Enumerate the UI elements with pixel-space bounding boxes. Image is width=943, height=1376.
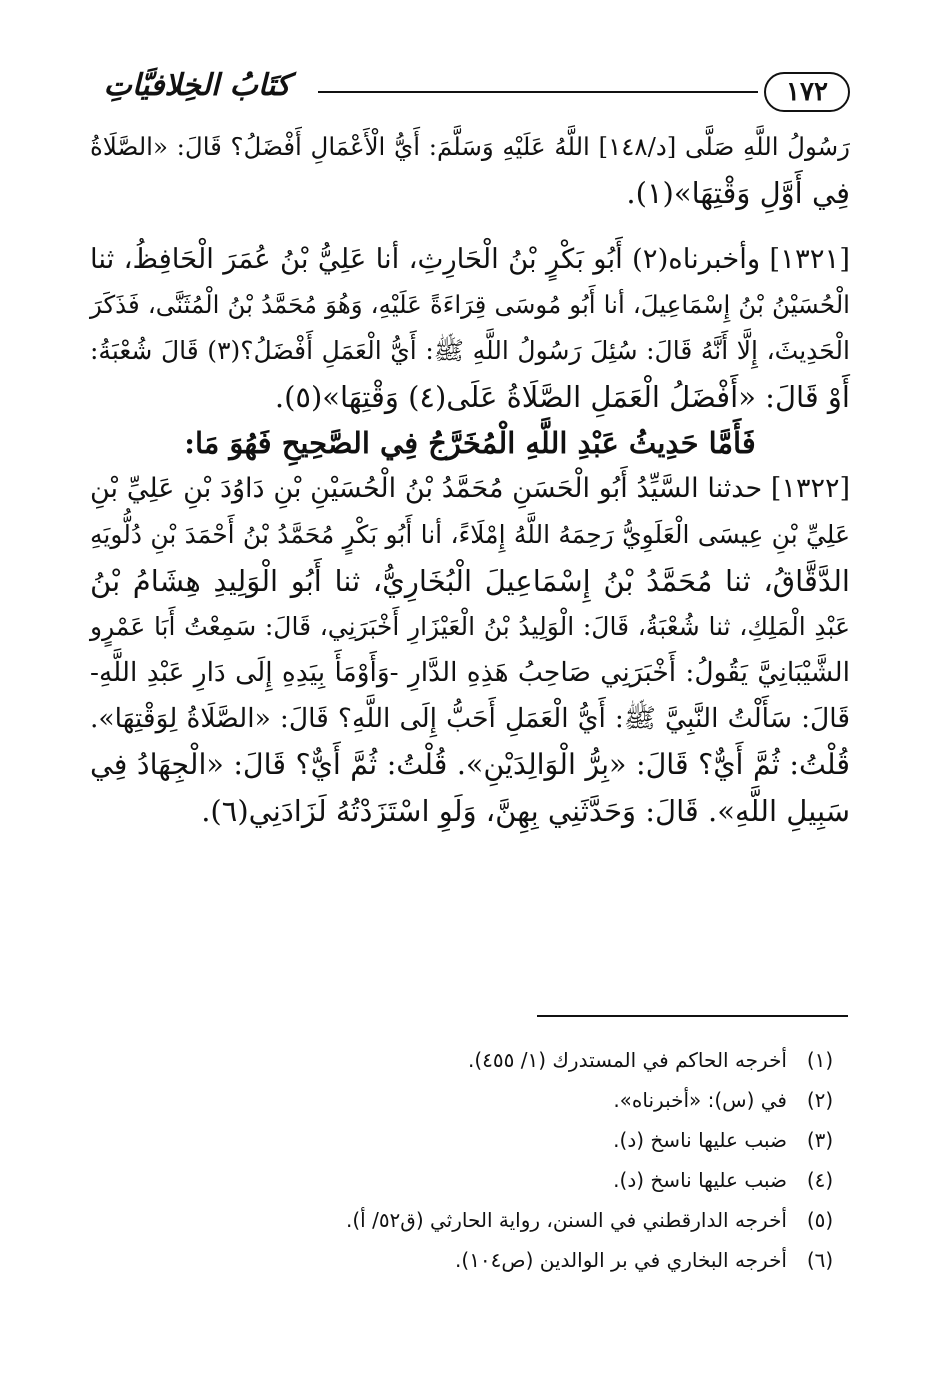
footnote-number: (٤) — [806, 1168, 834, 1192]
section-heading: فَأَمَّا حَدِيثُ عَبْدِ اللَّهِ الْمُخَرَّجُ فِي الصَّحِيحِ فَهُوَ مَا: — [184, 426, 756, 460]
footnote — [90, 1200, 845, 1240]
text-line: [١٣٢٢] حدثنا السَّيِّدُ أَبُو الْحَسَنِ مُحَمَّدُ بْنُ الْحُسَيْنِ بْنِ دَاوُدَ بْنِ عَلِيِّ بْنِ — [90, 473, 850, 504]
text-line: سَبِيلِ اللَّهِ». قَالَ: وَحَدَّثَنِي بِهِنَّ، وَلَوِ اسْتَزَدْتُهُ لَزَادَنِي(٦). — [201, 794, 850, 828]
footnote — [90, 1240, 845, 1280]
footnote-text: أخرجه البخاري في بر الوالدين (ص١٠٤). — [455, 1248, 787, 1272]
footnote-number: (٢) — [806, 1088, 834, 1112]
text-line: قَالَ: سَأَلْتُ النَّبِيَّ ﷺ: أَيُّ الْعَمَلِ أَحَبُّ إِلَى اللَّهِ؟ قَالَ: «الصَّلَاةُ لِوَقْتِهَا». — [90, 703, 850, 734]
footnote — [90, 1040, 845, 1080]
footnote-separator — [537, 1015, 848, 1017]
text-line: [١٣٢١] وأخبرناه(٢) أَبُو بَكْرٍ بْنُ الْحَارِثِ، أنا عَلِيُّ بْنُ عُمَرَ الْحَافِظُ، ثنا — [90, 243, 850, 275]
footnote — [90, 1080, 845, 1120]
text-line: أَوْ قَالَ: «أَفْضَلُ الْعَمَلِ الصَّلَاةُ عَلَى(٤) وَقْتِهَا»(٥). — [274, 380, 850, 414]
text-line: عَبْدِ الْمَلِكِ، ثنا شُعْبَةُ، قَالَ: الْوَلِيدُ بْنُ الْعَيْزَارِ أَخْبَرَنِي، قَالَ: سَمِعْتُ أَبَا عَمْرٍو — [90, 612, 850, 641]
footnote-number: (٣) — [806, 1128, 834, 1152]
footnote-text: ضبب عليها ناسخ (د). — [613, 1168, 787, 1192]
footnote-text: ضبب عليها ناسخ (د). — [613, 1128, 787, 1152]
page-header — [86, 64, 850, 124]
footnote — [90, 1160, 845, 1200]
running-title: كتَابُ الخِلافيَّاتِ — [103, 68, 291, 103]
text-line: رَسُولُ اللَّهِ صَلَّى [د/١٤٨] اللَّهُ عَلَيْهِ وَسَلَّمَ: أَيُّ الْأَعْمَالِ أَفْضَلُ؟ قَالَ: «الصَّلَاةُ — [90, 132, 850, 161]
text-line: الدَّقَّاقُ، ثنا مُحَمَّدُ بْنُ إِسْمَاعِيلَ الْبُخَارِيُّ، ثنا أَبُو الْوَلِيدِ هِشَامُ بْنُ — [90, 564, 850, 598]
text-line: قُلْتُ: ثُمَّ أَيٌّ؟ قَالَ: «بِرُّ الْوَالِدَيْنِ». قُلْتُ: ثُمَّ أَيٌّ؟ قَالَ: «الْجِهَادُ فِي — [90, 748, 850, 781]
footnotes — [90, 1040, 845, 1280]
page-number: ١٧٢ — [764, 72, 850, 112]
text-line: الْحَدِيثَ، إِلَّا أَنَّهُ قَالَ: سُئِلَ رَسُولُ اللَّهِ ﷺ: أَيُّ الْعَمَلِ أَفْضَلُ؟(٣) قَالَ شُعْبَةُ: — [90, 336, 850, 365]
footnote-text: أخرجه الحاكم في المستدرك (١/ ٤٥٥). — [468, 1048, 787, 1072]
footnote-number: (١) — [806, 1048, 834, 1072]
header-rule — [318, 91, 758, 93]
footnote — [90, 1120, 845, 1160]
footnote-text: في (س): «أخبرناه». — [613, 1088, 787, 1112]
text-line: عَلِيِّ بْنِ عِيسَى الْعَلَوِيُّ رَحِمَهُ اللَّهُ إِمْلَاءً، أنا أَبُو بَكْرٍ مُحَمَّدُ بْنُ أَحْمَدَ بْنِ دُلُّويَهِ — [90, 520, 850, 549]
footnote-number: (٥) — [806, 1208, 834, 1232]
text-line: الْحُسَيْنُ بْنُ إِسْمَاعِيلَ، أنا أَبُو مُوسَى قِرَاءَةً عَلَيْهِ، وَهُوَ مُحَمَّدُ بْنُ الْمُثَنَّى، فَذَكَرَ — [90, 290, 850, 319]
footnote-number: (٦) — [806, 1248, 834, 1272]
footnote-text: أخرجه الدارقطني في السنن، رواية الحارثي (ق٥٢/ أ). — [346, 1208, 787, 1232]
text-line: فِي أَوَّلِ وَقْتِهَا»(١). — [626, 176, 850, 210]
text-line: الشَّيْبَانِيَّ يَقُولُ: أَخْبَرَنِي صَاحِبُ هَذِهِ الدَّارِ -وَأَوْمَأَ بِيَدِهِ إِلَى دَارِ عَبْدِ اللَّهِ- — [90, 657, 850, 688]
main-text — [90, 124, 850, 834]
